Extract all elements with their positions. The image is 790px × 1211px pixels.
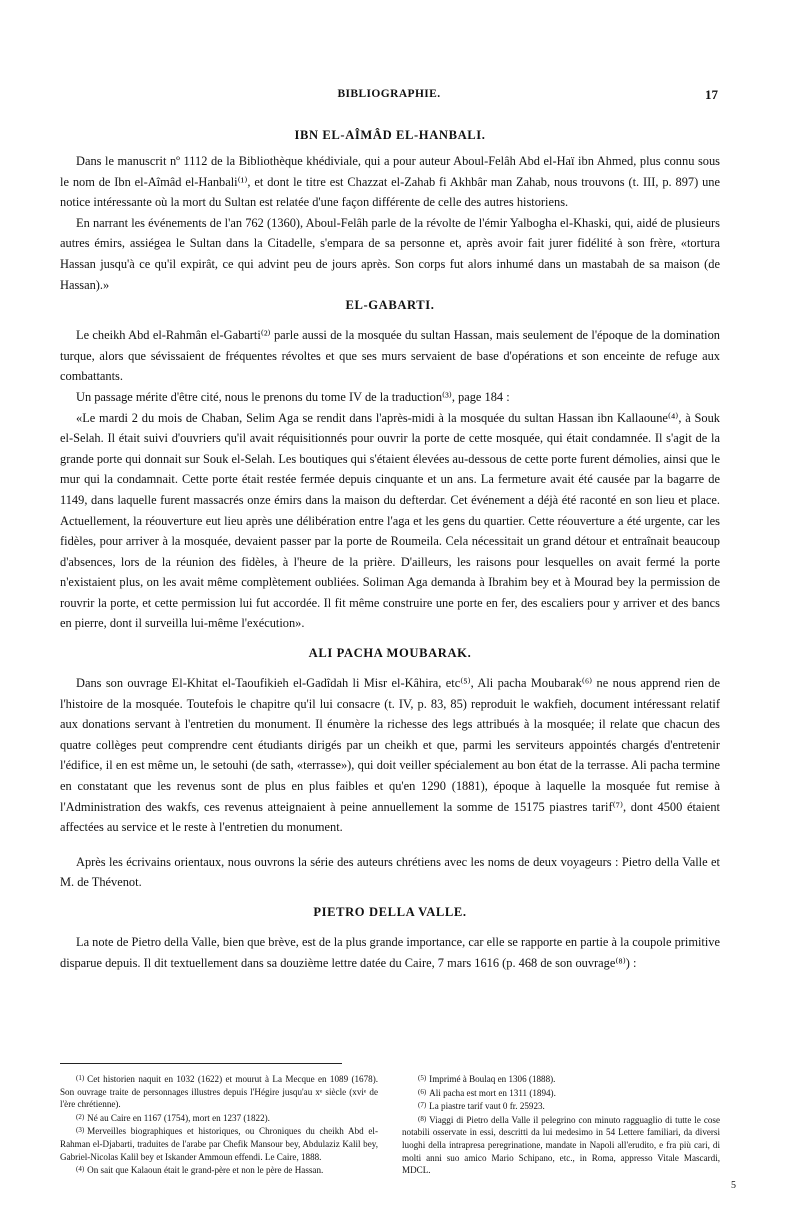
footnote-text: Viaggi di Pietro della Valle il pelegrino con minuto ragguaglio di tutte le cose notabili osservate in essi, descritti da lui medesimo in 54 Lettere familiari, da diversi luoghi della intrapresa peregrinatione, mandate in Napoli all'erudito, e fra più cari, di molti anni suo amico Mario Schipano, etc., in Roma, appresso Vitale Mascardi, MDCL.: [402, 1114, 720, 1176]
section-title: IBN EL-AÎMÂD EL-HANBALI.: [294, 128, 486, 142]
section-ibn-el-aimad: [60, 128, 720, 295]
footnote: [402, 1113, 720, 1177]
section-title: EL-GABARTI.: [345, 298, 435, 313]
footnote-text: La piastre tarif vaut 0 fr. 25923.: [429, 1101, 545, 1112]
footnotes-right-column: [402, 1072, 720, 1177]
footnote-mark: (4): [76, 1165, 85, 1174]
body-text: [60, 128, 720, 973]
section-pietro-della-valle: [60, 905, 720, 973]
footnote: [60, 1163, 378, 1177]
footnote-rule: [60, 1063, 342, 1064]
section-el-gabarti: [60, 298, 720, 634]
footnote-text: Imprimé à Boulaq en 1306 (1888).: [429, 1074, 556, 1084]
paragraph: Le cheikh Abd el-Rahmân el-Gabarti⁽²⁾ parle aussi de la mosquée du sultan Hassan, mais seulement de l'époque de la domination turque, alors que sévissaient de fréquentes révoltes et que ses murs servaient de base d'opérations et son enceinte de refuge aux combattants.: [60, 328, 720, 384]
footnote: [60, 1124, 378, 1163]
footnotes-left-column: [60, 1072, 378, 1177]
footnote-text: Ali pacha est mort en 1311 (1894).: [429, 1087, 556, 1098]
footnote: [402, 1099, 720, 1113]
section-title: PIETRO DELLA VALLE.: [313, 905, 467, 919]
section-title: ALI PACHA MOUBARAK.: [308, 646, 472, 661]
footnote-mark: (8): [418, 1114, 427, 1123]
footnote-text: Né au Caire en 1167 (1754), mort en 1237 (1822).: [87, 1112, 270, 1123]
running-head: [60, 88, 718, 104]
paragraph: En narrant les événements de l'an 762 (1360), Aboul-Felâh parle de la révolte de l'émir Yalbogha el-Khaski, qui, aidé de plusieurs autres émirs, assiégea le Sultan dans la Citadelle, s'empara de sa personne et, après avoir fait jurer fidélité à son frère, «tortura Hassan jusqu'à ce qu'il expirât, ce qui advint peu de jours après. Son corps fut alors inhumé dans un mastabah de sa maison (de Hassan).»: [60, 215, 720, 292]
footnote: [60, 1111, 378, 1125]
paragraph: Après les écrivains orientaux, nous ouvrons la série des auteurs chrétiens avec les noms de deux voyageurs : Pietro della Valle et M. de Thévenot.: [60, 854, 720, 890]
paragraph: Dans son ouvrage El-Khitat el-Taoufikieh el-Gadîdah li Misr el-Kâhira, etc⁽⁵⁾, Ali pacha Moubarak⁽⁶⁾ ne nous apprend rien de l'histoire de la mosquée. Toutefois le chapitre qu'il lui consacre (t. IV, p. 83, 85) reproduit le wakfieh, document intéressant relatif aux donations servant à l'entretien du monument. Il énumère la richesse des legs attribués à la mosquée; il relate que chacun des quatre collèges peut comprendre cent étudiants dirigés par un cheikh et que, parmi les serviteurs appointés chargés d'entretenir l'édifice, il en est même un, le setouhi (de sath, «terrasse»), qui doit veiller spécialement au bon état de la terrasse. Ali pacha termine en constatant que les revenus sont de plus en plus faibles et qu'en 1290 (1881), époque à laquelle la mosquée fut remise à l'Administration des wakfs, ces revenus atteignaient à peine annuellement la somme de 15175 piastres tarif⁽⁷⁾, dont 4500 étaient affectées au service et le reste à l'entretien du monument.: [60, 676, 720, 835]
paragraph: Un passage mérite d'être cité, nous le prenons du tome IV de la traduction⁽³⁾, page 184 :: [76, 389, 510, 404]
section-ali-pacha-moubarak: [60, 646, 720, 838]
footnote: [402, 1086, 720, 1100]
footnote-text: Cet historien naquit en 1032 (1622) et mourut à La Mecque en 1089 (1678). Son ouvrage traite de personnages illustres depuis l'Hégire jusqu'au xᵉ siècle (xviᵉ de l'ère chrétienne).: [60, 1074, 378, 1110]
footnote-mark: (2): [76, 1112, 85, 1121]
paragraph: Dans le manuscrit nº 1112 de la Bibliothèque khédiviale, qui a pour auteur Aboul-Felâh Abd el-Haï ibn Ahmed, plus connu sous le nom de Ibn el-Aîmâd el-Hanbali⁽¹⁾, et dont le titre est Chazzat el-Zahab fi Akhbâr man Zahab, nous trouvons (t. III, p. 897) une notice intéressante où la mort du Sultan est relatée d'une façon différente de celle des autres historiens.: [60, 154, 720, 210]
footnote-mark: (6): [418, 1087, 427, 1096]
footnote-mark: (7): [418, 1101, 427, 1110]
footnote-text: On sait que Kalaoun était le grand-père et non le père de Hassan.: [87, 1165, 324, 1176]
footnote-mark: (3): [76, 1126, 85, 1135]
footnote: [60, 1072, 378, 1111]
paragraph: La note de Pietro della Valle, bien que brève, est de la plus grande importance, car elle se rapporte en partie à la coupole primitive disparue depuis. Il dit textuellement dans sa douzième lettre datée du Caire, 7 mars 1616 (p. 468 de son ouvrage⁽⁸⁾) :: [60, 935, 720, 970]
section-transition: [60, 852, 720, 893]
page-number: 17: [705, 87, 718, 102]
footnote-text: Merveilles biographiques et historiques, ou Chroniques du cheikh Abd el-Rahman el-Djabarti, traduites de l'arabe par Chefik Mansour bey, Abdulaziz Kalil bey, Gabriel-Nicolas Kalil bey et Iskander Ammoun effendi. Le Caire, 1888.: [60, 1126, 378, 1162]
signature-mark: 5: [731, 1180, 736, 1191]
footnotes: [60, 1063, 720, 1177]
footnote-mark: (5): [418, 1074, 427, 1082]
footnote-mark: (1): [76, 1074, 85, 1082]
footnote: [402, 1072, 720, 1086]
quoted-paragraph: «Le mardi 2 du mois de Chaban, Selim Aga se rendit dans l'après-midi à la mosquée du sultan Hassan ibn Kallaoune⁽⁴⁾, à Souk el-Selah. Il était suivi d'ouvriers qu'il avait réquisitionnés pour ouvrir la porte de cette mosquée, qui était condamnée. Il s'agit de la grande porte qui donnait sur Souk el-Selah. Les boutiques qui s'étaient élevées au-dessous de cette porte furent démolies, ainsi que le mur qui la condamnait. Cette porte était restée fermée depuis cinquante et un ans. La fermeture avait été causée par la bagarre de 1149, dans laquelle furent massacrés onze émirs dans la maison du defterdar. Cet événement a déjà été raconté en son lieu et place. Actuellement, la réouverture eut lieu après une délibération entre l'aga et les gens du quartier. Cette réouverture a été urgente, car les fidèles, pour arriver à la mosquée, devaient passer par la porte de Roumeila. Cela nécessitait un grand détour et entraînait beaucoup d'absences, lors de la réunion des fidèles, à l'heure de la prière. D'ailleurs, les raisons pour lesquelles on avait fermé la porte n'existaient plus, on les avait même complètement oubliées. Soliman Aga demanda à Ibrahim bey et à Mourad bey la permission de rouvrir la porte, et cette permission lui fut accordée. Il fit même construire une porte en fer, des escaliers pour y arriver et des bancs en pierre, dont il surveilla lui-même l'exécution».: [60, 410, 720, 631]
running-title: BIBLIOGRAPHIE.: [337, 88, 441, 100]
